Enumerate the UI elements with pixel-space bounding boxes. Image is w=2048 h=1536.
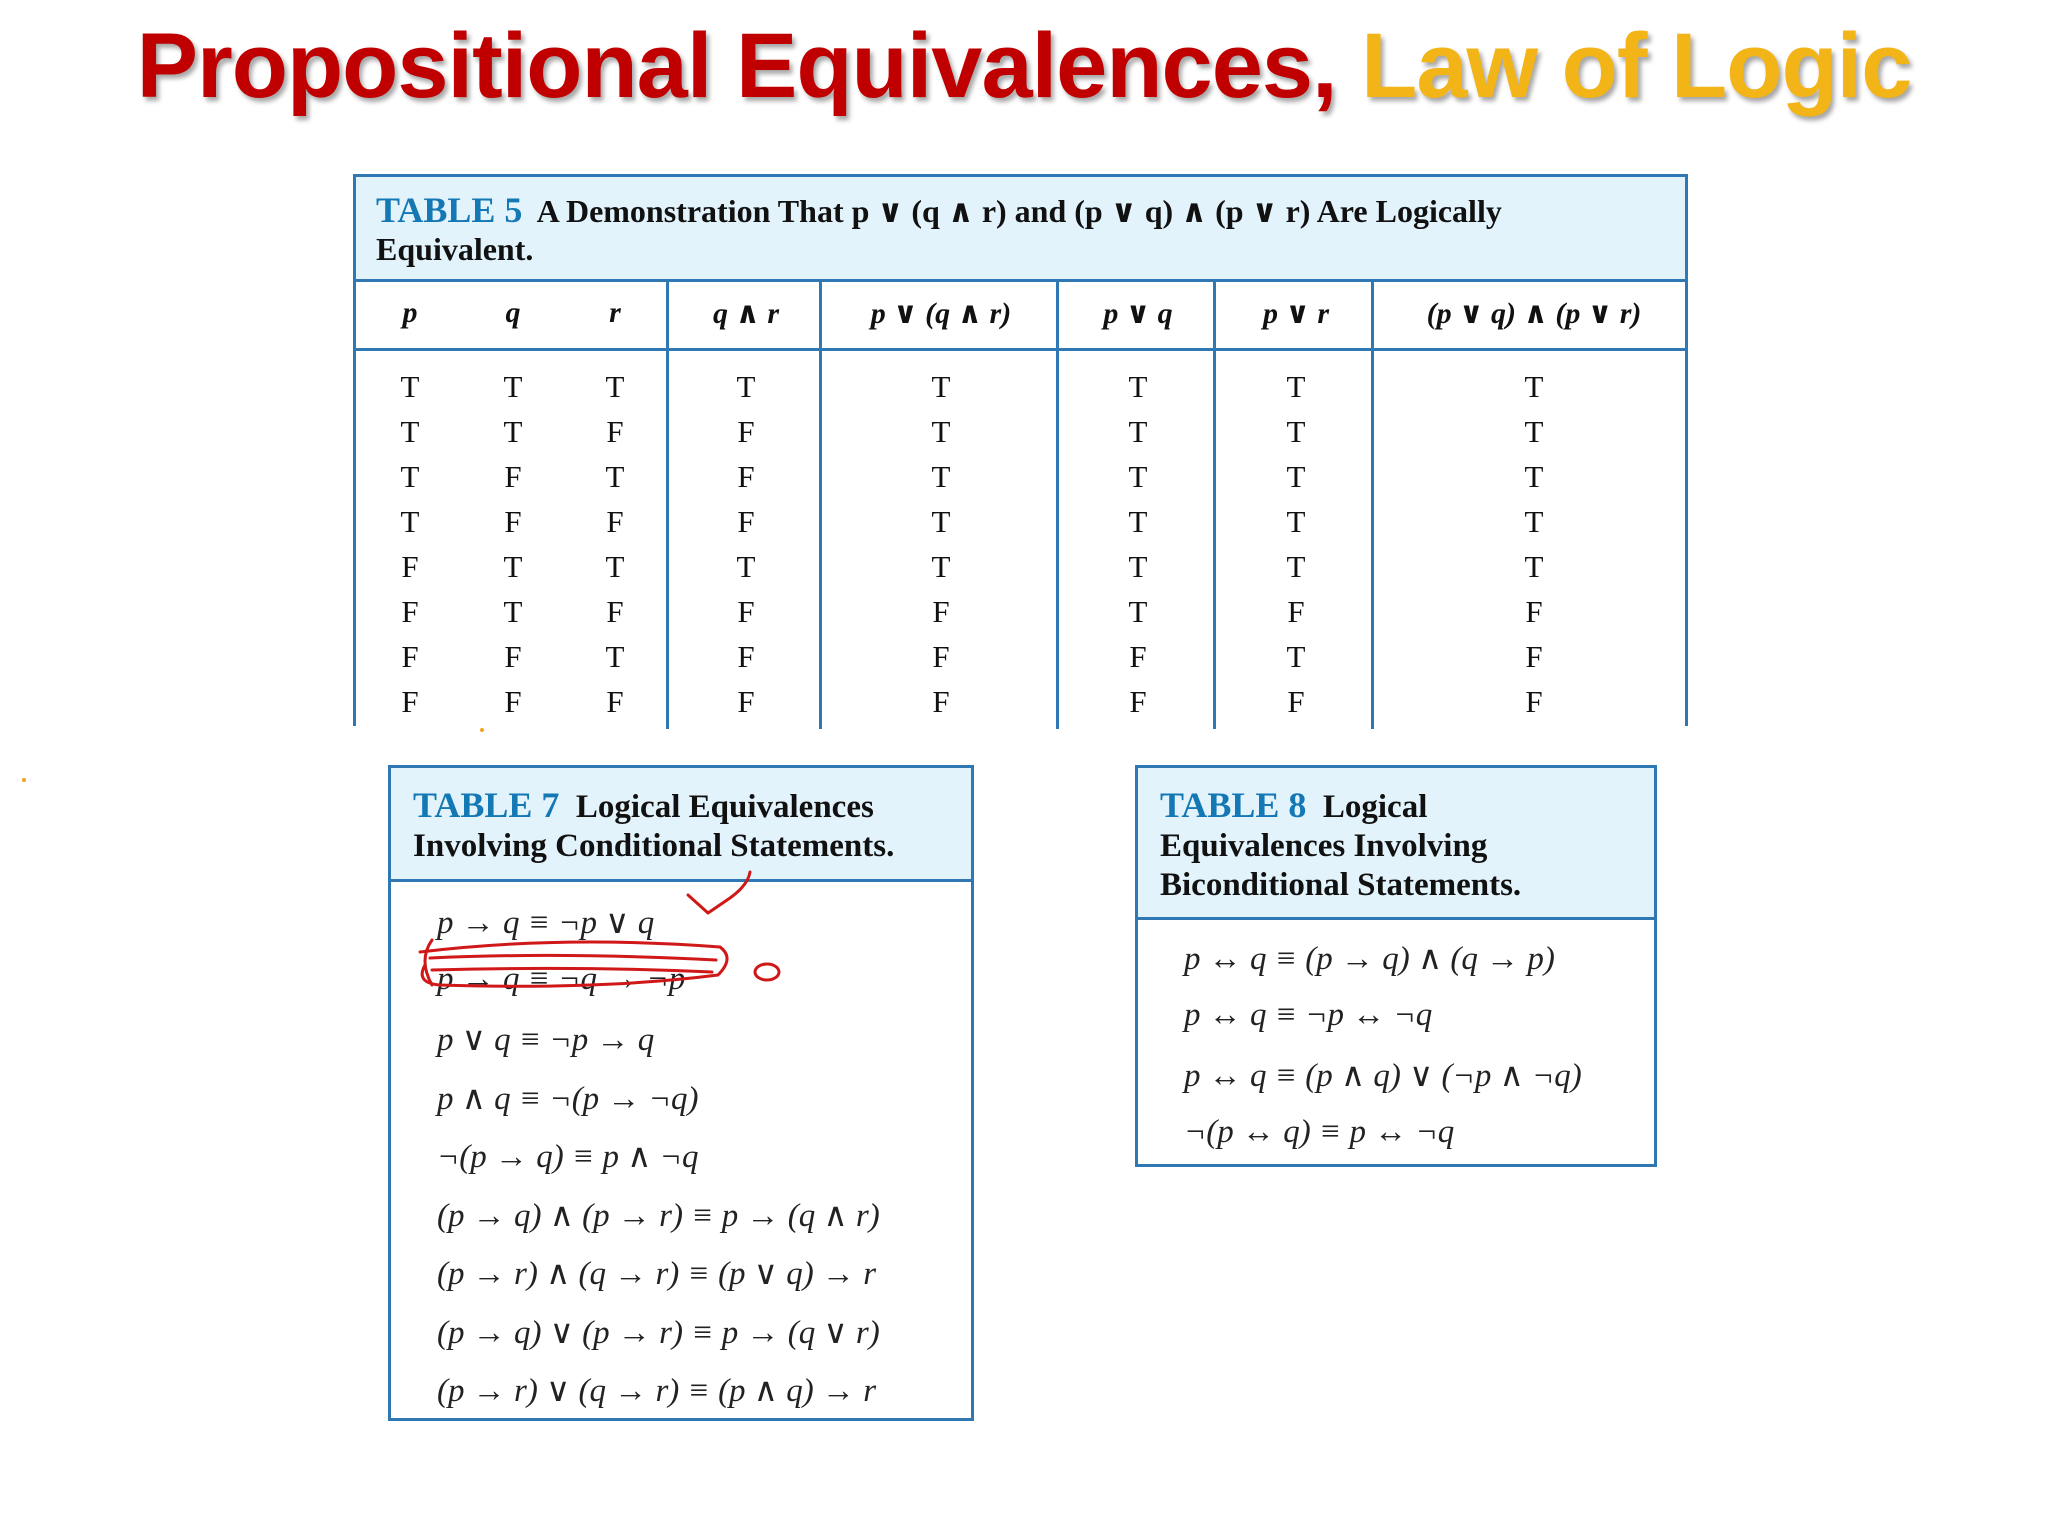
truth-value-cell: T — [1286, 369, 1306, 404]
truth-value-cell: F — [606, 504, 624, 539]
truth-value-cell: F — [606, 684, 624, 719]
equivalence-row: (p → r) ∨ (q → r) ≡ (p ∧ q) → r — [437, 1373, 877, 1409]
truth-value-cell: T — [1128, 594, 1148, 629]
equivalence-row: p ∨ q ≡ ¬p → q — [437, 1022, 655, 1058]
truth-value-cell: F — [737, 639, 755, 674]
table-8-biconditional-equivalences — [1135, 765, 1657, 1167]
truth-value-cell: T — [605, 549, 625, 584]
table-7-caption-line-2: Involving Conditional Statements. — [413, 828, 895, 864]
truth-value-cell: T — [1286, 549, 1306, 584]
truth-value-cell: F — [737, 594, 755, 629]
title-part-1: Propositional Equivalences, — [136, 15, 1362, 117]
truth-value-cell: F — [401, 594, 419, 629]
truth-value-cell: T — [931, 414, 951, 449]
equivalence-row: p ↔ q ≡ (p ∧ q) ∨ (¬p ∧ ¬q) — [1184, 1058, 1582, 1094]
truth-value-cell: T — [1128, 369, 1148, 404]
truth-value-cell: T — [931, 369, 951, 404]
equivalence-row: p ↔ q ≡ (p → q) ∧ (q → p) — [1184, 941, 1555, 977]
equivalence-row: p ↔ q ≡ ¬p ↔ ¬q — [1184, 996, 1433, 1033]
truth-value-cell: T — [931, 504, 951, 539]
truth-value-cell: F — [932, 594, 950, 629]
column-divider — [1213, 282, 1216, 729]
truth-value-cell: T — [1524, 369, 1544, 404]
equivalence-row: ¬(p ↔ q) ≡ p ↔ ¬q — [1184, 1113, 1455, 1150]
table-7-caption-line-1: Logical Equivalences — [575, 789, 874, 825]
column-header: p — [402, 296, 418, 329]
table-7-caption — [391, 768, 971, 882]
truth-value-cell: F — [504, 684, 522, 719]
truth-value-cell: F — [932, 684, 950, 719]
column-header: p ∨ q — [1103, 297, 1173, 330]
truth-value-cell: T — [503, 414, 523, 449]
truth-value-cell: F — [932, 639, 950, 674]
truth-value-cell: F — [606, 594, 624, 629]
stray-dot — [480, 728, 484, 732]
truth-value-cell: F — [1525, 594, 1543, 629]
truth-value-cell: T — [605, 639, 625, 674]
truth-value-cell: T — [1128, 549, 1148, 584]
title-part-2: Law of Logic — [1361, 15, 1912, 117]
truth-value-cell: T — [605, 459, 625, 494]
truth-value-cell: T — [736, 549, 756, 584]
table-7-conditional-equivalences — [388, 765, 974, 1421]
truth-value-cell: T — [931, 549, 951, 584]
column-header: q — [505, 296, 521, 329]
truth-value-cell: F — [1525, 639, 1543, 674]
truth-value-cell: F — [737, 459, 755, 494]
column-divider — [819, 282, 822, 729]
truth-value-cell: F — [1287, 594, 1305, 629]
slide-title — [0, 14, 2048, 119]
truth-value-cell: F — [737, 504, 755, 539]
truth-value-cell: F — [1129, 639, 1147, 674]
equivalence-row: (p → r) ∧ (q → r) ≡ (p ∨ q) → r — [437, 1256, 877, 1292]
truth-value-cell: F — [737, 414, 755, 449]
column-header: r — [609, 296, 621, 329]
truth-value-cell: F — [401, 684, 419, 719]
truth-value-cell: F — [606, 414, 624, 449]
equivalence-row: p ∧ q ≡ ¬(p → ¬q) — [437, 1080, 699, 1117]
truth-value-cell: T — [736, 369, 756, 404]
table-7-label: TABLE 7 — [413, 785, 560, 825]
column-divider — [1056, 282, 1059, 729]
truth-value-cell: T — [1524, 414, 1544, 449]
truth-value-cell: T — [1524, 459, 1544, 494]
truth-value-cell: T — [1286, 459, 1306, 494]
table-5-caption-text: A Demonstration That p ∨ (q ∧ r) and (p ∨ q) ∧ (p ∨ r) Are Logically Equivalent. — [376, 193, 1502, 267]
column-divider — [1371, 282, 1374, 729]
equivalence-row: ¬(p → q) ≡ p ∧ ¬q — [437, 1139, 699, 1175]
truth-value-cell: T — [400, 504, 420, 539]
column-header: q ∧ r — [712, 297, 780, 330]
stray-dot — [22, 778, 26, 782]
table-8-caption-line-3: Biconditional Statements. — [1160, 867, 1522, 903]
truth-value-cell: T — [1128, 414, 1148, 449]
column-header: p ∨ (q ∧ r) — [870, 297, 1012, 330]
truth-value-cell: F — [737, 684, 755, 719]
equivalence-row: (p → q) ∧ (p → r) ≡ p → (q ∧ r) — [437, 1197, 880, 1234]
truth-value-cell: T — [503, 549, 523, 584]
table-8-label: TABLE 8 — [1160, 785, 1307, 825]
truth-value-cell: T — [400, 459, 420, 494]
truth-value-cell: T — [503, 369, 523, 404]
truth-value-cell: F — [504, 639, 522, 674]
truth-value-cell: T — [605, 369, 625, 404]
truth-value-cell: T — [1524, 504, 1544, 539]
truth-value-cell: T — [400, 414, 420, 449]
truth-value-cell: T — [931, 459, 951, 494]
truth-value-cell: F — [504, 459, 522, 494]
equivalence-row: p → q ≡ ¬q → ¬p — [437, 960, 686, 997]
truth-value-cell: T — [1128, 504, 1148, 539]
truth-value-cell: F — [1525, 684, 1543, 719]
truth-value-cell: T — [1286, 639, 1306, 674]
truth-value-cell: T — [400, 369, 420, 404]
table-8-caption — [1138, 768, 1654, 920]
truth-value-cell: F — [401, 549, 419, 584]
equivalence-row: (p → q) ∨ (p → r) ≡ p → (q ∨ r) — [437, 1314, 880, 1351]
column-divider — [666, 282, 669, 729]
truth-value-cell: T — [1128, 459, 1148, 494]
truth-table-5 — [353, 174, 1688, 726]
table-5-label: TABLE 5 — [376, 190, 523, 230]
truth-value-cell: T — [503, 594, 523, 629]
column-header: p ∨ r — [1262, 297, 1330, 330]
truth-value-cell: T — [1286, 414, 1306, 449]
truth-value-cell: F — [401, 639, 419, 674]
truth-value-cell: T — [1286, 504, 1306, 539]
truth-value-cell: F — [1287, 684, 1305, 719]
truth-value-cell: F — [1129, 684, 1147, 719]
truth-value-cell: F — [504, 504, 522, 539]
truth-table-grid — [356, 282, 1685, 729]
table-8-caption-line-2: Equivalences Involving — [1160, 828, 1488, 864]
table-5-caption — [356, 177, 1685, 282]
truth-value-cell: T — [1524, 549, 1544, 584]
table-8-caption-line-1: Logical — [1322, 789, 1428, 825]
equivalence-row: p → q ≡ ¬p ∨ q — [437, 905, 655, 941]
column-header: (p ∨ q) ∧ (p ∨ r) — [1426, 297, 1642, 330]
